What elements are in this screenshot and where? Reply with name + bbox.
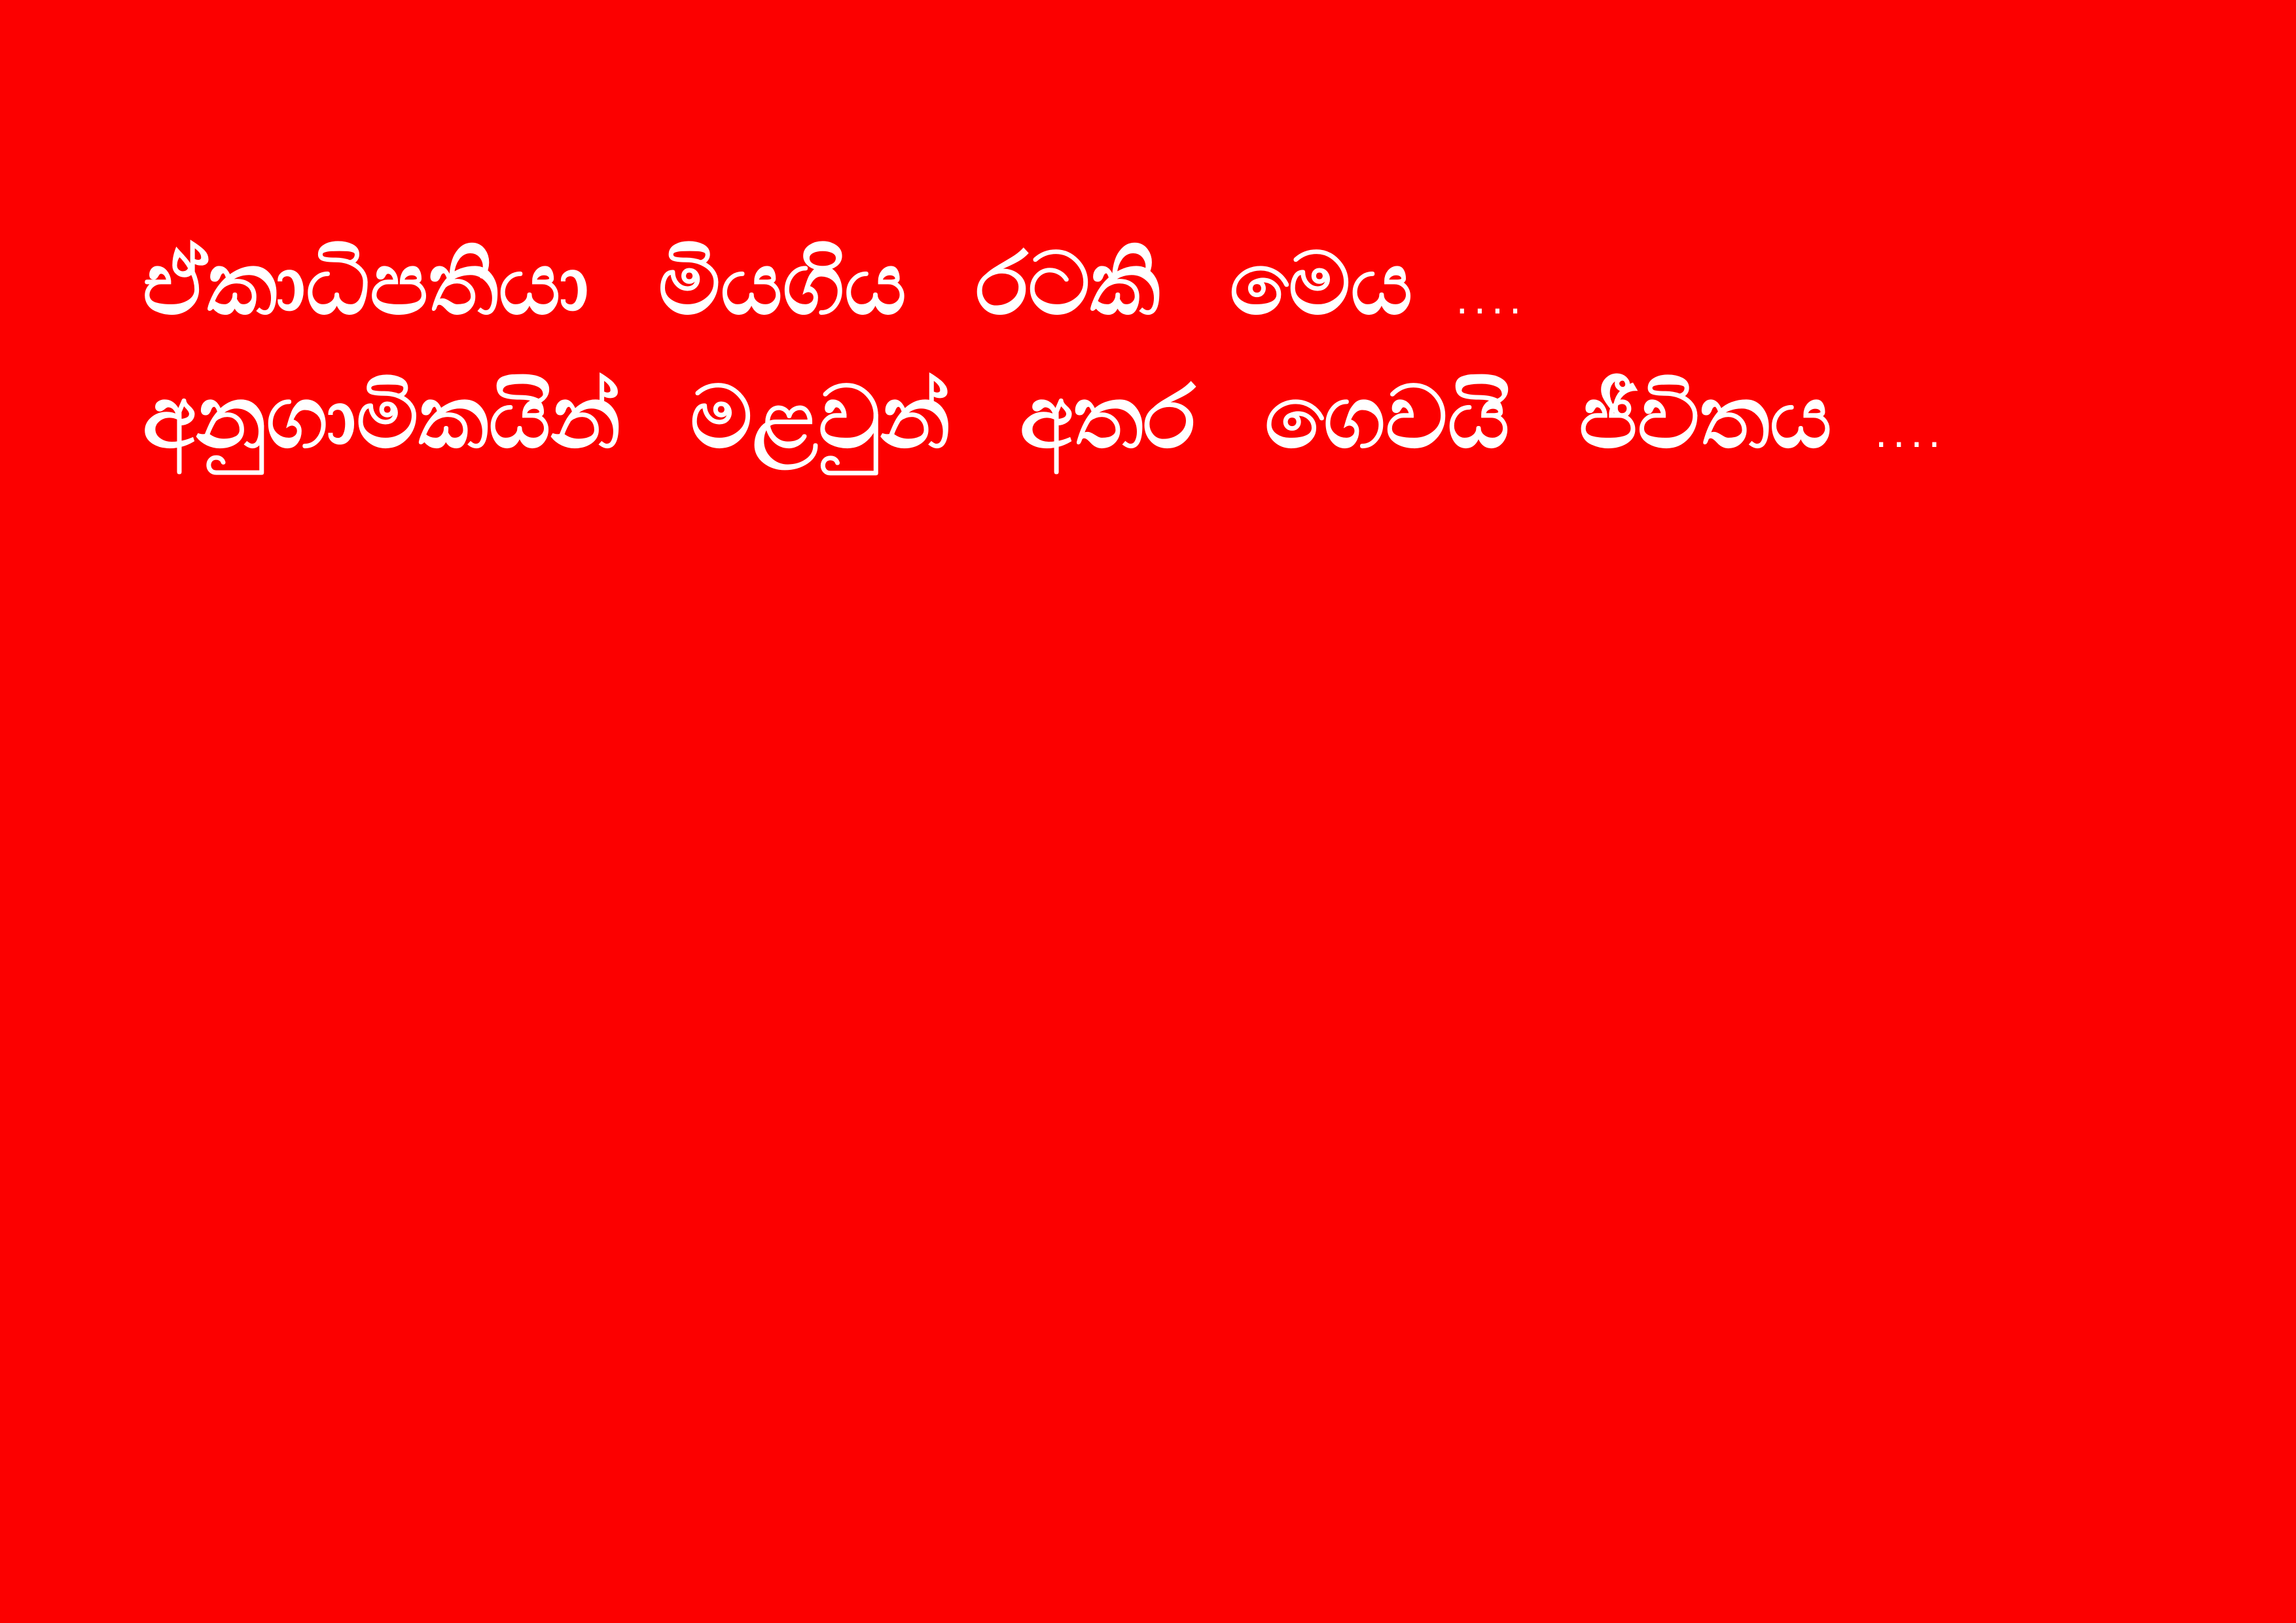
text-line-1 xyxy=(143,234,1527,334)
text-line-2-ellipsis: .... xyxy=(1874,411,1946,457)
text-line-2 xyxy=(143,367,1946,468)
text-line-1-ellipsis: .... xyxy=(1456,277,1527,323)
text-line-1-main: ඒකාධිපතියා මියගිය රටකි මෙය xyxy=(143,234,1413,334)
text-line-2-main: අනුගාමිකයින් මළවුන් අතර ගෙවයි ජීවිතය xyxy=(143,367,1832,468)
